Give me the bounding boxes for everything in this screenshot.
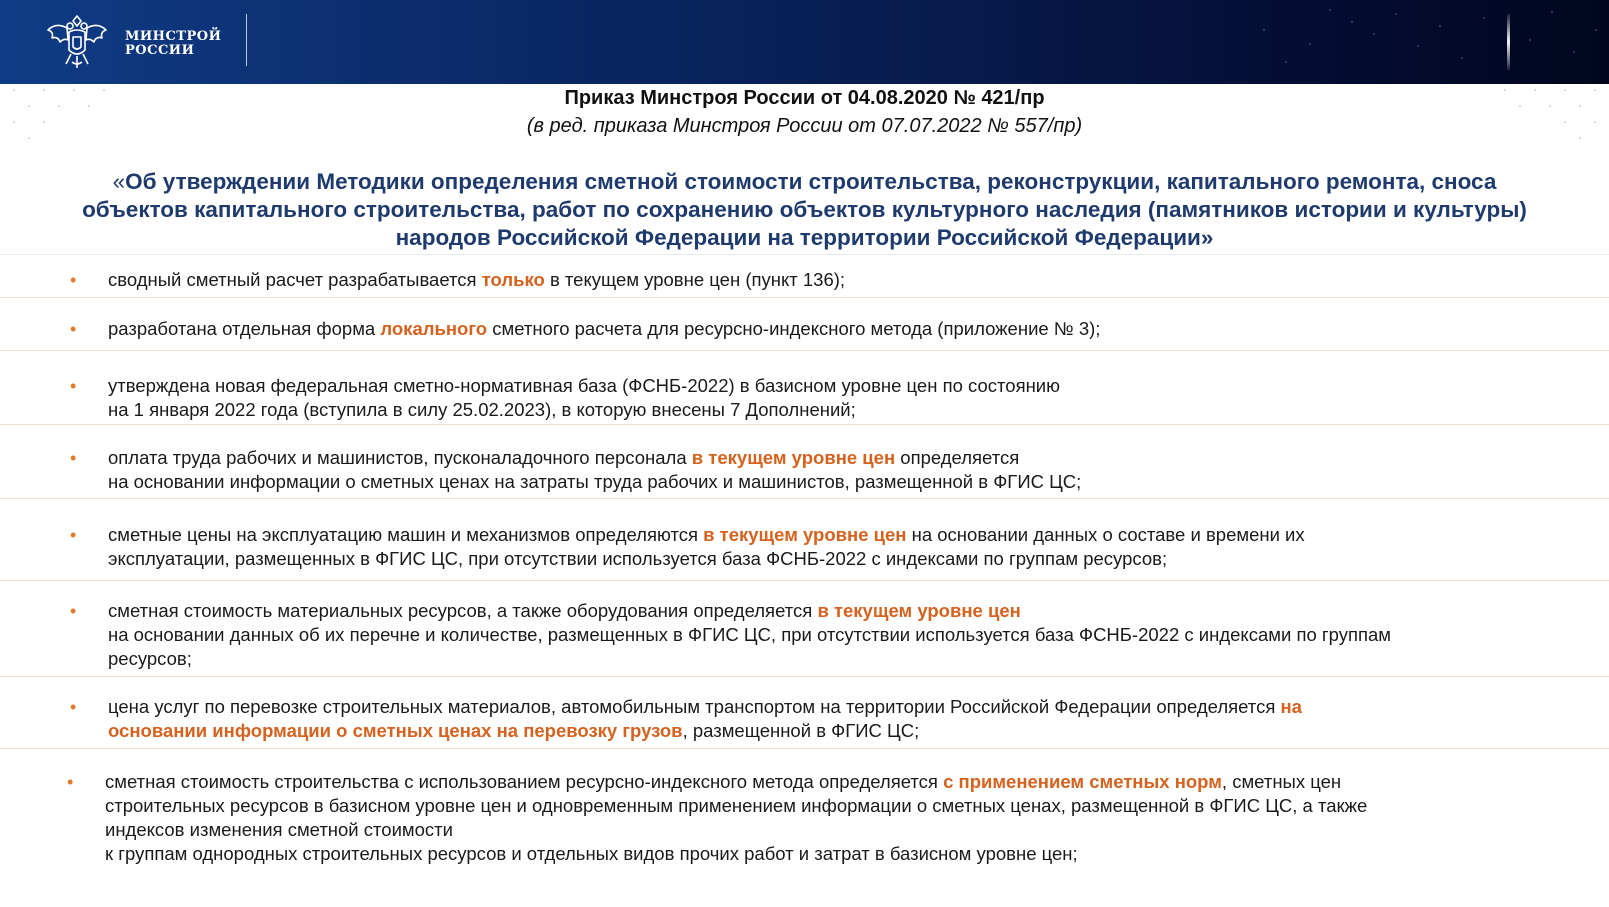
list-item-text — [108, 317, 1548, 341]
subject-text-1: Об утверждении Методики определения сметной стоимости строительства, реконструкции, капитального ремонта, сноса — [125, 169, 1497, 194]
item-separator — [0, 498, 1609, 499]
highlight-text: только — [481, 269, 545, 290]
text-line: утверждена новая федеральная сметно-нормативная база (ФСНБ-2022) в базисном уровне цен по состоянию — [108, 375, 1061, 396]
highlight-text: в текущем уровне цен — [703, 524, 907, 545]
list-item-text — [105, 770, 1545, 866]
header-accent-line — [1507, 14, 1510, 70]
text-line: эксплуатации, размещенных в ФГИС ЦС, при отсутствии используется база ФСНБ-2022 с индексами по группам ресурсов; — [108, 548, 1168, 569]
order-title: Приказ Минстроя России от 04.08.2020 № 421/пр — [564, 87, 1045, 109]
text-run: сводный сметный расчет разрабатывается — [108, 269, 482, 290]
highlight-text: в текущем уровне цен — [817, 600, 1021, 621]
bullet-icon: • — [70, 319, 77, 339]
text-run: , сметных цен — [1221, 771, 1342, 792]
list-item-text — [108, 695, 1548, 743]
text-line — [108, 695, 1548, 719]
open-quote: « — [112, 169, 126, 194]
list-item-text — [108, 446, 1548, 494]
highlight-text: локального — [380, 318, 488, 339]
text-run: сметная стоимость строительства с использованием ресурсно-индексного метода определяется — [105, 771, 944, 792]
text-line — [108, 599, 1548, 623]
text-run: сметного расчета для ресурсно-индексного метода (приложение № 3); — [487, 318, 1101, 339]
highlight-text: основании информации о сметных ценах на перевозку грузов — [108, 720, 683, 741]
text-run: сметная стоимость материальных ресурсов, а также оборудования определяется — [108, 600, 818, 621]
bullet-icon: • — [70, 601, 77, 621]
header-divider — [246, 14, 247, 66]
text-run: цена услуг по перевозке строительных материалов, автомобильным транспортом на территории Российской Федерации определяется — [108, 696, 1281, 717]
list-item-text — [108, 523, 1548, 571]
decorative-dot-pattern — [0, 0, 1609, 84]
ministry-brand-name — [125, 30, 221, 58]
title-separator — [0, 254, 1609, 255]
list-item-text — [108, 268, 1548, 292]
text-line: ресурсов; — [108, 648, 192, 669]
highlight-text: в текущем уровне цен — [691, 447, 896, 468]
order-edition: (в ред. приказа Минстроя России от 07.07.2022 № 557/пр) — [526, 115, 1083, 137]
bullet-icon: • — [70, 525, 77, 545]
order-subject-line-3: народов Российской Федерации на территории Российской Федерации» — [395, 225, 1214, 250]
item-separator — [0, 424, 1609, 425]
bullet-icon: • — [70, 448, 77, 468]
bullet-icon: • — [70, 376, 77, 396]
bullet-icon: • — [70, 270, 77, 290]
order-subject — [20, 168, 1589, 252]
item-separator — [0, 297, 1609, 298]
russian-eagle-emblem-icon — [42, 12, 112, 72]
list-item-text — [108, 599, 1548, 671]
highlight-text: на — [1280, 696, 1302, 717]
text-line: к группам однородных строительных ресурсов и отдельных видов прочих работ и затрат в базисном уровне цен; — [105, 843, 1078, 864]
header-bar — [0, 0, 1609, 84]
bullet-icon: • — [67, 772, 74, 792]
text-run: сметные цены на эксплуатацию машин и механизмов определяются — [108, 524, 704, 545]
text-run: определяется — [895, 447, 1020, 468]
text-line — [108, 446, 1548, 470]
brand-line-1: МИНСТРОЙ — [125, 29, 222, 44]
text-line: индексов изменения сметной стоимости — [105, 819, 453, 840]
order-subject-line-1 — [20, 168, 1589, 196]
highlight-text: с применением сметных норм — [943, 771, 1222, 792]
item-separator — [0, 580, 1609, 581]
item-separator — [0, 350, 1609, 351]
text-line: строительных ресурсов в базисном уровне цен и одновременным применением информации о сметных ценах, размещенной в ФГИС ЦС, а также — [105, 795, 1368, 816]
text-run: , размещенной в ФГИС ЦС; — [682, 720, 920, 741]
brand-line-2: РОССИИ — [125, 43, 195, 58]
item-separator — [0, 676, 1609, 677]
text-line: на основании данных об их перечне и количестве, размещенных в ФГИС ЦС, при отсутствии используется база ФСНБ-2022 с индексами по группам — [108, 624, 1392, 645]
text-run: на основании данных о составе и времени их — [906, 524, 1305, 545]
item-separator — [0, 748, 1609, 749]
text-line — [108, 523, 1548, 547]
bullet-icon: • — [70, 697, 77, 717]
text-run: разработана отдельная форма — [108, 318, 381, 339]
text-line — [108, 719, 1548, 743]
text-run: оплата труда рабочих и машинистов, пусконаладочного персонала — [108, 447, 692, 468]
text-line — [108, 317, 1548, 341]
text-run: в текущем уровне цен (пункт 136); — [544, 269, 846, 290]
text-line — [105, 770, 1545, 794]
text-line — [108, 268, 1548, 292]
text-line: на основании информации о сметных ценах на затраты труда рабочих и машинистов, размещенной в ФГИС ЦС; — [108, 471, 1082, 492]
list-item-text — [108, 374, 1548, 422]
text-line: на 1 января 2022 года (вступила в силу 25.02.2023), в которую внесены 7 Дополнений; — [108, 399, 856, 420]
order-subject-line-2: объектов капитального строительства, работ по сохранению объектов культурного наследия (памятников истории и культуры) — [82, 197, 1527, 222]
